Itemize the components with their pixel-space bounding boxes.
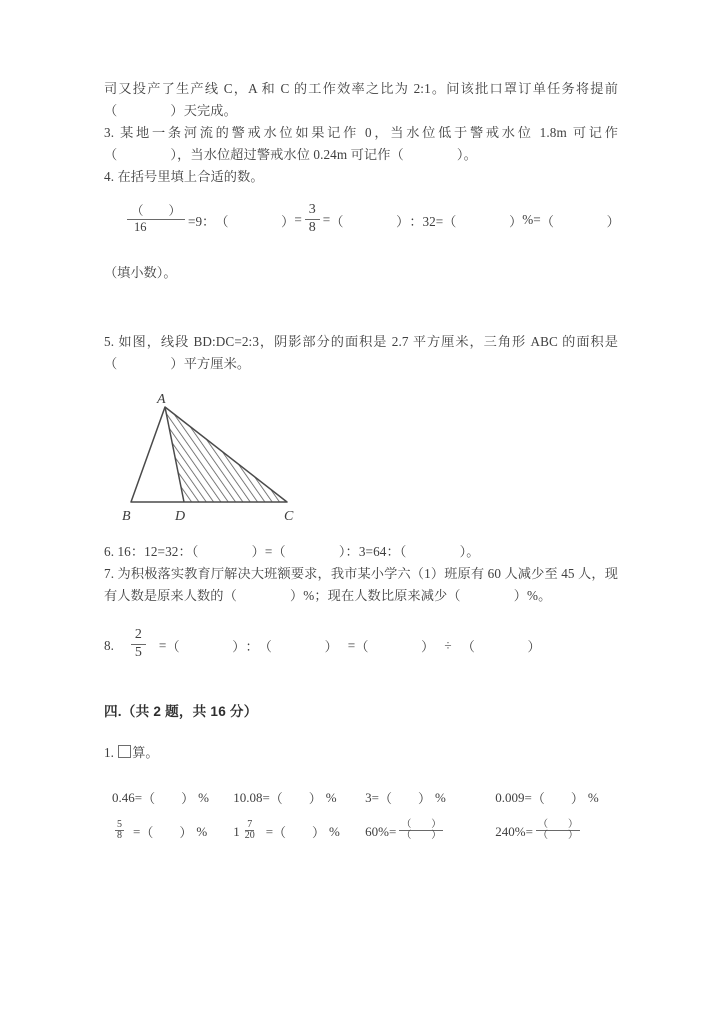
- pct-left: 240%=: [495, 823, 533, 839]
- fraction-numerator: （ ）: [127, 205, 185, 220]
- fraction-blank-over-blank: [399, 820, 443, 842]
- pct-item: [495, 818, 612, 843]
- pct-eq: =: [133, 823, 141, 839]
- pct-item: [365, 788, 495, 807]
- fraction-numerator: （ ）: [401, 818, 442, 830]
- vertex-label-d: D: [175, 509, 186, 525]
- vertex-label-c: C: [284, 509, 294, 525]
- pct-blank: （ ）: [269, 791, 322, 807]
- fraction-two-fifths: [131, 628, 146, 660]
- pct-blank: （ ）: [378, 791, 431, 807]
- pct-suffix: %: [198, 789, 209, 805]
- fraction-denominator: 8: [308, 219, 316, 235]
- percent-row-2: [112, 815, 612, 849]
- pct-left: 3=: [365, 789, 379, 805]
- vertex-label-a: A: [157, 392, 166, 408]
- pct-left: 60%=: [365, 823, 397, 839]
- eq-blank-4: （ ）: [540, 213, 620, 229]
- q8-blank-2: （ ）: [258, 639, 338, 655]
- question-8-number: 8.: [104, 637, 114, 653]
- box-glyph-icon: [118, 745, 131, 758]
- eq-ratio-32: ：32=: [409, 213, 444, 229]
- pct-blank: （ ）: [531, 791, 584, 807]
- pct-suffix: %: [329, 823, 340, 839]
- question-3: 3. 某地一条河流的警戒水位如果记作 0，当水位低于警戒水位 1.8m 可记作（ ），当水位超过警戒水位 0.24m 可记作（ ）。: [104, 125, 618, 162]
- pct-item: [233, 818, 365, 843]
- paragraph-continued-problem-2: 司又投产了生产线 C，A 和 C 的工作效率之比为 2:1。问该批口罩订单任务将提前（ ）天完成。: [104, 81, 618, 118]
- question-5: 5. 如图，线段 BD:DC=2:3，阴影部分的面积是 2.7 平方厘米，三角形 ABC 的面积是（ ）平方厘米。: [104, 334, 618, 372]
- pct-blank: （ ）: [142, 791, 195, 807]
- pct-item: [112, 818, 233, 843]
- fraction-denominator: （ ）: [537, 830, 578, 842]
- mixed-number-one-and-seven-twentieths: [233, 818, 260, 843]
- pct-blank: （ ）: [140, 825, 193, 841]
- pct-left: 0.46=: [112, 789, 143, 805]
- triangle-abc-svg: [112, 389, 322, 524]
- q8-ratio-sign: ：: [245, 639, 259, 655]
- fraction-denominator: 20: [244, 830, 255, 842]
- q8-blank-3: （ ）: [355, 639, 435, 655]
- fraction-numerator: 7: [247, 818, 253, 830]
- pct-suffix: %: [587, 789, 599, 805]
- page-content: [104, 78, 618, 849]
- eq-sign-2: =: [322, 212, 331, 228]
- eq-percent-sign: %=: [522, 212, 541, 228]
- triangle-figure: [112, 389, 618, 529]
- q8-blank-1: （ ）: [166, 639, 246, 655]
- eq-part-1: =9：: [188, 213, 216, 229]
- question-4-prompt: 4. 在括号里填上合适的数。: [104, 169, 264, 184]
- section-four-heading: 四.（共 2 题，共 16 分）: [104, 703, 258, 719]
- pct-eq: =: [265, 823, 274, 839]
- pct-item: [233, 788, 365, 807]
- percent-row-1: [112, 781, 612, 815]
- question-7: 7. 为积极落实教育厅解决大班额要求，我市某小学六（1）班原有 60 人减少至 45 人，现有人数是原来人数的（ ）%；现在人数比原来减少（ ）%。: [104, 566, 618, 604]
- fraction-denominator: 8: [117, 830, 122, 842]
- eq-blank-2: （ ）: [330, 213, 410, 229]
- fraction-denominator: 16: [134, 219, 147, 234]
- fraction-blank-over-16: [127, 205, 185, 234]
- pct-suffix: %: [435, 789, 446, 805]
- pct-suffix: %: [196, 823, 208, 839]
- note-fill-decimal: （填小数）。: [104, 265, 177, 281]
- question-8: [104, 629, 618, 661]
- pct-left: 10.08=: [233, 789, 270, 805]
- pct-blank: （ ）: [273, 825, 326, 841]
- q8-blank-4: （ ）: [461, 639, 541, 655]
- percent-conversion-grid: [112, 781, 612, 849]
- pct-item: [495, 788, 612, 807]
- fraction-denominator: 5: [134, 645, 142, 661]
- mixed-fraction-part: [243, 820, 257, 842]
- q8-divide-sign: ÷: [444, 637, 452, 653]
- fraction-numerator: （ ）: [537, 818, 578, 830]
- sub-question-number: 1.: [104, 744, 114, 760]
- fraction-numerator: 3: [305, 203, 320, 220]
- fraction-five-eighths: [115, 820, 124, 842]
- pct-suffix: %: [325, 789, 337, 805]
- fraction-blank-over-blank: [536, 820, 580, 842]
- fraction-numerator: 5: [117, 818, 122, 830]
- question-6: 6. 16：12=32：（ ）=（ ）：3=64：（ ）。: [104, 544, 480, 560]
- question-4-equation: [124, 204, 618, 236]
- vertex-label-b: B: [122, 509, 131, 525]
- pct-left: 0.009=: [495, 789, 532, 805]
- pct-item: [112, 788, 233, 807]
- mixed-whole-part: 1: [233, 823, 240, 839]
- fraction-denominator: （ ）: [401, 830, 442, 842]
- eq-sign-1: =: [294, 212, 302, 228]
- eq-blank-3: （ ）: [443, 213, 523, 229]
- fraction-three-eighths: [305, 203, 320, 235]
- eq-blank-1: （ ）: [215, 213, 295, 229]
- sub-question-label: 算。: [132, 744, 159, 760]
- pct-item: [365, 818, 495, 843]
- section-four-sub-question-1: [104, 742, 618, 761]
- q8-eq-sign-1: =: [158, 637, 167, 653]
- q8-eq-sign-2: =: [347, 637, 356, 653]
- fraction-numerator: 2: [131, 628, 146, 645]
